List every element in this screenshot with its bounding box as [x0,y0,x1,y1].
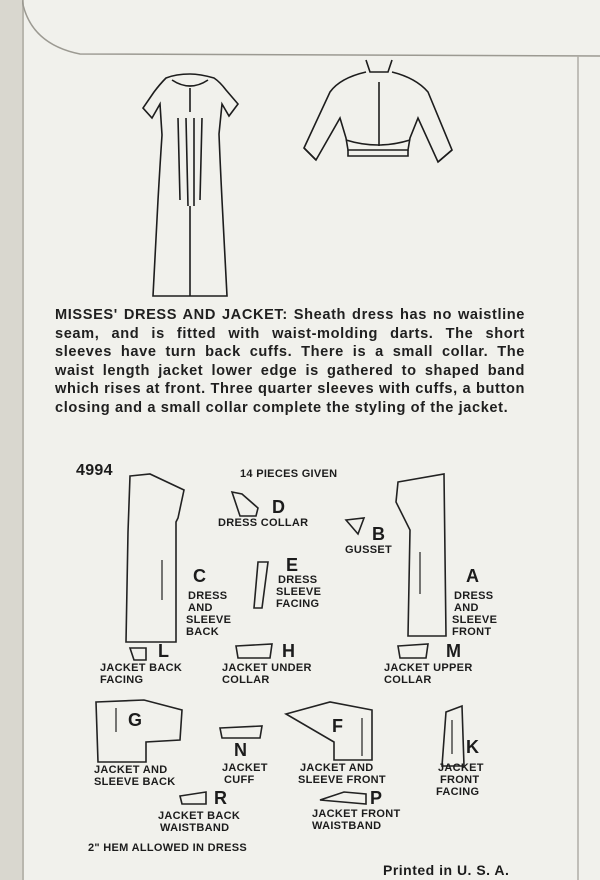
pattern-number: 4994 [76,462,113,479]
piece-m-label-2: COLLAR [384,674,432,686]
piece-p-label-1: JACKET FRONT [312,808,401,820]
piece-n-outline [220,726,262,738]
piece-p-outline [320,792,366,804]
piece-h-label-2: COLLAR [222,674,270,686]
piece-e-label-2: SLEEVE [276,586,322,598]
piece-e-outline [254,562,268,608]
piece-c-outline [126,474,184,642]
piece-p-label-2: WAISTBAND [312,820,382,832]
piece-l-label-2: FACING [100,674,144,686]
piece-k-label-1: JACKET [438,762,484,774]
piece-l-letter: L [158,641,169,661]
piece-c-letter: C [193,566,206,586]
piece-g-letter: G [128,710,143,730]
piece-k-label-2: FRONT [440,774,480,786]
piece-n-label-2: CUFF [224,774,255,786]
piece-a-label-1: DRESS [454,590,494,602]
dress-back-illustration [143,74,238,296]
piece-f-outline [286,702,372,760]
piece-a-outline [396,474,446,636]
piece-e-label-3: FACING [276,598,320,610]
piece-m-label-1: JACKET UPPER [384,662,473,674]
piece-g-label-2: SLEEVE BACK [94,776,176,788]
hem-allowance-note: 2" HEM ALLOWED IN DRESS [88,842,247,854]
piece-a-label-4: FRONT [452,626,492,638]
pieces-given-count: 14 PIECES GIVEN [240,468,338,480]
garment-illustrations [0,0,600,300]
piece-k-label-3: FACING [436,786,480,798]
piece-m-letter: M [446,641,461,661]
piece-b-label: GUSSET [345,544,393,556]
piece-h-outline [236,644,272,658]
piece-h-letter: H [282,641,295,661]
piece-a-letter: A [466,566,479,586]
piece-a-label-3: SLEEVE [452,614,498,626]
piece-n-label-1: JACKET [222,762,268,774]
piece-r-outline [180,792,206,804]
piece-f-label-1: JACKET AND [300,762,374,774]
piece-c-label-1: DRESS [188,590,228,602]
piece-h-label-1: JACKET UNDER [222,662,312,674]
piece-d-label: DRESS COLLAR [218,517,309,529]
piece-l-label-1: JACKET BACK [100,662,183,674]
description-heading: MISSES' DRESS AND JACKET: [55,307,288,323]
pattern-description [55,306,525,418]
printed-in-note: Printed in U. S. A. [383,862,510,878]
piece-e-label-1: DRESS [278,574,318,586]
piece-d-letter: D [272,497,285,517]
piece-c-label-3: SLEEVE [186,614,232,626]
piece-l-outline [130,648,146,660]
piece-f-label-2: SLEEVE FRONT [298,774,386,786]
description-text: Sheath dress has no waistline seam, and is fitted with waist-molding darts. The short sleeves have turn back cuffs. There is a small collar. The waist length jacket lower edge is gathered to shaped band which rises at front. Three quarter sleeves with cuffs, a button closing and a small collar complete the styling of the jacket. [55,307,525,416]
piece-k-letter: K [466,737,479,757]
piece-c-label-4: BACK [186,626,219,638]
piece-r-label-2: WAISTBAND [160,822,230,834]
piece-d-outline [232,492,258,516]
piece-r-label-1: JACKET BACK [158,810,241,822]
piece-a-label-2: AND [454,602,479,614]
piece-k-outline [442,706,464,766]
piece-e-letter: E [286,555,299,575]
piece-n-letter: N [234,740,247,760]
piece-p-letter: P [370,788,383,808]
piece-r-letter: R [214,788,227,808]
jacket-back-illustration [304,60,452,162]
piece-m-outline [398,644,428,658]
piece-c-label-2: AND [188,602,213,614]
piece-f-letter: F [332,716,343,736]
piece-g-label-1: JACKET AND [94,764,168,776]
piece-b-letter: B [372,524,385,544]
piece-b-outline [346,518,364,534]
